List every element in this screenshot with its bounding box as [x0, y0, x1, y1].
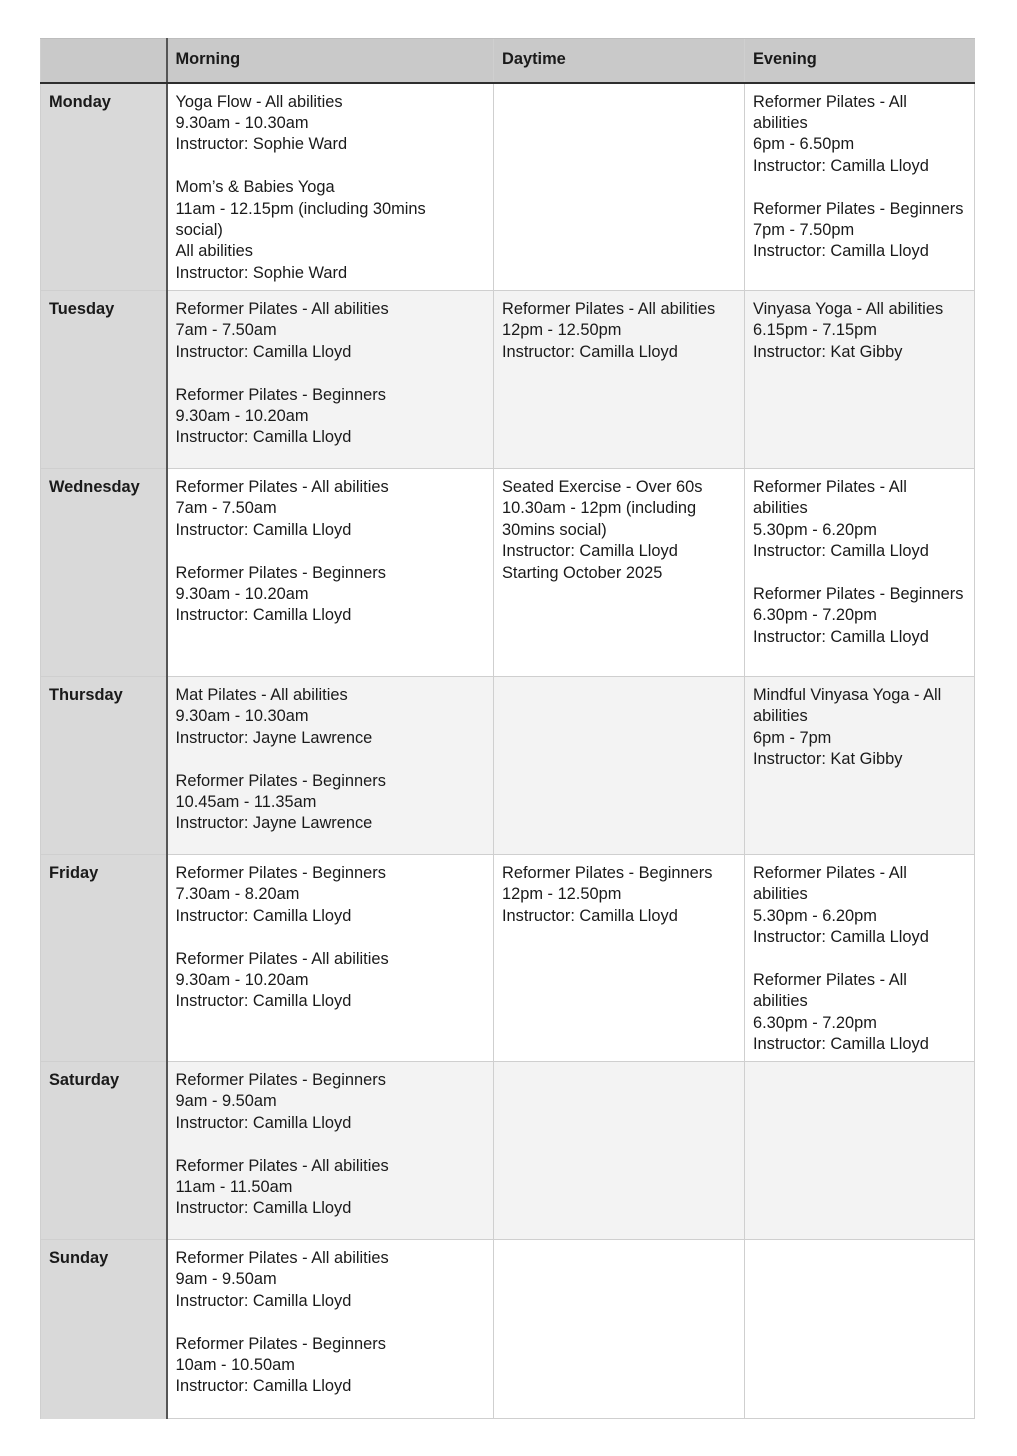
class-title: Reformer Pilates - All abilities: [175, 1156, 389, 1175]
class-entry: [502, 299, 736, 363]
class-title: Reformer Pilates - Beginners: [175, 385, 386, 404]
day-row: [41, 1062, 975, 1240]
class-entry: [176, 863, 486, 927]
class-entry: [176, 685, 486, 749]
class-detail: 9.30am - 10.30am: [175, 707, 309, 726]
day-label: Saturday: [41, 1062, 167, 1240]
class-title: Reformer Pilates - Beginners: [753, 199, 964, 218]
class-title: Reformer Pilates - All abilities: [175, 478, 389, 496]
header-evening: Evening: [745, 39, 975, 83]
class-detail: 7am - 7.50am: [175, 499, 277, 518]
class-title: Mom’s & Babies Yoga: [175, 178, 335, 197]
class-title: Reformer Pilates - All abilities: [753, 478, 907, 518]
class-entry: [176, 1070, 486, 1134]
class-detail: Instructor: Camilla Lloyd: [175, 342, 352, 361]
class-title: Reformer Pilates - All abilities: [175, 1249, 389, 1267]
class-detail: Instructor: Camilla Lloyd: [175, 992, 352, 1011]
day-label: Wednesday: [41, 469, 167, 677]
class-detail: Instructor: Camilla Lloyd: [502, 542, 678, 561]
class-detail: Instructor: Sophie Ward: [175, 135, 348, 154]
class-title: Reformer Pilates - Beginners: [175, 1071, 386, 1089]
class-detail: 9am - 9.50am: [175, 1270, 277, 1289]
day-row: [41, 83, 975, 291]
class-entry: [176, 771, 486, 835]
day-row: [41, 291, 975, 469]
class-title: Reformer Pilates - All abilities: [753, 864, 907, 904]
class-detail: Instructor: Camilla Lloyd: [175, 1377, 352, 1396]
class-detail: Instructor: Kat Gibby: [753, 342, 903, 361]
class-entry: [753, 685, 966, 771]
class-detail: 11am - 12.15pm (including 30mins: [175, 199, 426, 218]
class-entry: [753, 199, 966, 263]
evening-cell: [745, 291, 975, 469]
class-entry: [176, 1334, 486, 1398]
class-detail: 6.30pm - 7.20pm: [753, 1013, 877, 1032]
class-detail: 10.30am - 12pm (including 30mins social): [502, 499, 697, 539]
header-corner: [41, 39, 167, 83]
class-entry: [502, 477, 736, 584]
class-detail: Instructor: Camilla Lloyd: [175, 1291, 352, 1310]
class-detail: 9am - 9.50am: [175, 1092, 277, 1111]
class-detail: 9.30am - 10.20am: [175, 407, 309, 426]
class-title: Reformer Pilates - Beginners: [753, 585, 964, 604]
class-entry: [753, 970, 966, 1056]
daytime-cell: [494, 1240, 745, 1419]
daytime-cell: [494, 469, 745, 677]
daytime-cell: [494, 1062, 745, 1240]
class-entry: [176, 92, 486, 156]
header-daytime: Daytime: [494, 39, 745, 83]
daytime-cell: [494, 291, 745, 469]
daytime-cell: [494, 855, 745, 1062]
class-entry: [753, 477, 966, 563]
class-detail: Instructor: Camilla Lloyd: [175, 606, 352, 625]
class-detail: 6pm - 7pm: [753, 728, 832, 747]
morning-cell: [167, 855, 494, 1062]
class-detail: 10.45am - 11.35am: [175, 793, 317, 812]
class-detail: 7pm - 7.50pm: [753, 220, 855, 239]
day-row: [41, 855, 975, 1062]
evening-cell: [745, 855, 975, 1062]
class-detail: Instructor: Camilla Lloyd: [502, 906, 678, 925]
class-detail: 5.30pm - 6.20pm: [753, 520, 877, 539]
class-title: Reformer Pilates - Beginners: [502, 864, 713, 882]
class-detail: Starting October 2025: [502, 563, 663, 582]
class-entry: [176, 949, 486, 1013]
class-detail: Instructor: Camilla Lloyd: [753, 627, 929, 646]
class-detail: Instructor: Camilla Lloyd: [753, 542, 929, 561]
day-label: Friday: [41, 855, 167, 1062]
class-detail: Instructor: Camilla Lloyd: [753, 928, 929, 947]
class-detail: Instructor: Camilla Lloyd: [753, 156, 929, 175]
daytime-cell: [494, 83, 745, 291]
class-entry: [176, 477, 486, 541]
class-entry: [176, 385, 486, 449]
header-row: [41, 39, 975, 83]
class-title: Reformer Pilates - Beginners: [175, 771, 386, 790]
class-detail: Instructor: Camilla Lloyd: [753, 242, 929, 261]
class-entry: [176, 299, 486, 363]
class-title: Reformer Pilates - All abilities: [175, 949, 389, 968]
class-detail: 5.30pm - 6.20pm: [753, 906, 877, 925]
day-row: [41, 469, 975, 677]
class-title: Yoga Flow - All abilities: [175, 92, 343, 111]
class-detail: Instructor: Jayne Lawrence: [175, 814, 373, 833]
class-entry: [176, 1156, 486, 1220]
class-entry: [753, 92, 966, 178]
morning-cell: [167, 291, 494, 469]
class-title: Reformer Pilates - All abilities: [753, 92, 907, 132]
class-detail: Instructor: Camilla Lloyd: [175, 1199, 352, 1218]
class-detail: Instructor: Camilla Lloyd: [502, 342, 678, 361]
class-title: Reformer Pilates - Beginners: [175, 1334, 386, 1353]
evening-cell: [745, 469, 975, 677]
class-title: Reformer Pilates - All abilities: [175, 300, 389, 318]
class-detail: 6.15pm - 7.15pm: [753, 321, 877, 340]
class-title: Mat Pilates - All abilities: [175, 686, 348, 704]
class-entry: [176, 1248, 486, 1312]
morning-cell: [167, 83, 494, 291]
class-detail: 7.30am - 8.20am: [175, 885, 300, 904]
evening-cell: [745, 677, 975, 855]
class-entry: [176, 563, 486, 627]
class-detail: 12pm - 12.50pm: [502, 885, 622, 904]
class-detail: Instructor: Camilla Lloyd: [753, 1035, 929, 1054]
class-detail: Instructor: Camilla Lloyd: [175, 428, 352, 447]
class-detail: Instructor: Sophie Ward: [175, 263, 348, 282]
morning-cell: [167, 1062, 494, 1240]
class-detail: Instructor: Camilla Lloyd: [175, 520, 352, 539]
class-detail: Instructor: Kat Gibby: [753, 750, 903, 769]
class-detail: 6pm - 6.50pm: [753, 135, 855, 154]
morning-cell: [167, 677, 494, 855]
class-entry: [176, 177, 486, 284]
class-title: Vinyasa Yoga - All abilities: [753, 300, 944, 318]
class-detail: Instructor: Camilla Lloyd: [175, 1113, 352, 1132]
morning-cell: [167, 1240, 494, 1419]
class-detail: 7am - 7.50am: [175, 321, 277, 340]
class-entry: [502, 863, 736, 927]
class-detail: 9.30am - 10.20am: [175, 971, 309, 990]
day-label: Tuesday: [41, 291, 167, 469]
class-detail: 10am - 10.50am: [175, 1356, 295, 1375]
class-detail: 11am - 11.50am: [175, 1178, 293, 1197]
class-title: Seated Exercise - Over 60s: [502, 478, 703, 496]
day-label: Monday: [41, 83, 167, 291]
day-row: [41, 1240, 975, 1419]
class-title: Reformer Pilates - All abilities: [502, 300, 716, 318]
class-detail: 9.30am - 10.30am: [175, 113, 309, 132]
class-detail: Instructor: Camilla Lloyd: [175, 906, 352, 925]
class-detail: All abilities: [175, 242, 253, 261]
daytime-cell: [494, 677, 745, 855]
class-entry: [753, 299, 966, 363]
class-detail: Instructor: Jayne Lawrence: [175, 728, 373, 747]
class-title: Reformer Pilates - Beginners: [175, 563, 386, 582]
class-detail: 6.30pm - 7.20pm: [753, 606, 877, 625]
header-morning: Morning: [167, 39, 494, 83]
evening-cell: [745, 1062, 975, 1240]
class-timetable: [40, 38, 975, 1419]
evening-cell: [745, 83, 975, 291]
day-label: Sunday: [41, 1240, 167, 1419]
class-entry: [753, 584, 966, 648]
timetable-body: [41, 83, 975, 1419]
class-title: Reformer Pilates - All abilities: [753, 971, 907, 1011]
class-title: Mindful Vinyasa Yoga - All abilities: [753, 686, 942, 726]
day-label: Thursday: [41, 677, 167, 855]
morning-cell: [167, 469, 494, 677]
class-detail: social): [175, 220, 223, 239]
class-detail: 9.30am - 10.20am: [175, 585, 309, 604]
evening-cell: [745, 1240, 975, 1419]
class-entry: [753, 863, 966, 949]
class-detail: 12pm - 12.50pm: [502, 321, 622, 340]
class-title: Reformer Pilates - Beginners: [175, 864, 386, 882]
day-row: [41, 677, 975, 855]
